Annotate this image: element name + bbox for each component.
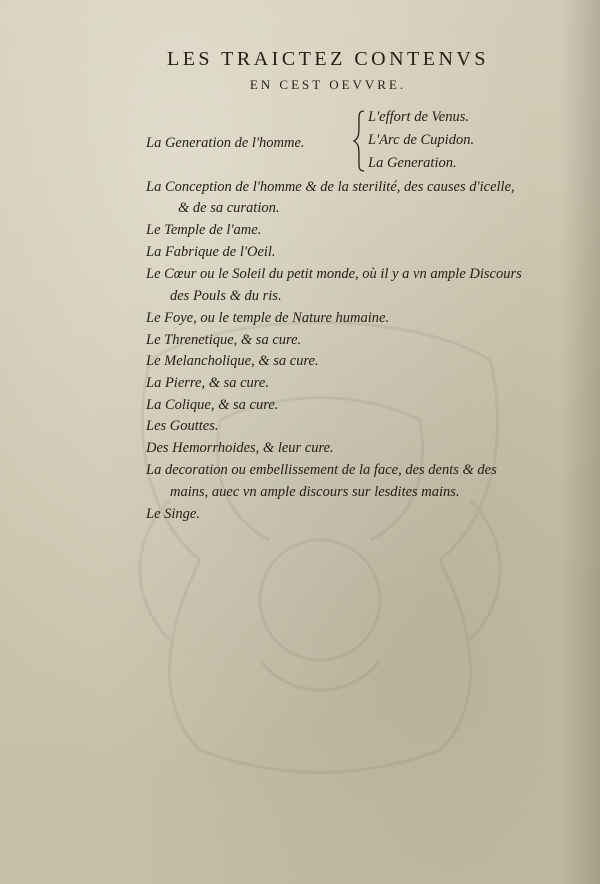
toc-entry-hemorrhoides: Des Hemorrhoides, & leur cure. [146,440,334,456]
sub-item-effort: L'effort de Venus. [368,109,469,125]
toc-entry-decoration-cont: mains, auec vn ample discours sur lesdites mains. [170,484,460,500]
sub-item-generation: La Generation. [368,155,457,171]
heading-subtitle: EN CEST OEVVRE. [249,77,407,92]
toc-entry-gouttes: Les Gouttes. [146,418,219,434]
toc-entry-conception-cont: & de sa curation. [178,200,280,216]
sub-item-arc: L'Arc de Cupidon. [368,132,475,148]
toc-entry-temple-ame: Le Temple de l'ame. [146,222,262,238]
toc-entry-threnetique: Le Threnetique, & sa cure. [146,332,302,348]
toc-entry-singe: Le Singe. [146,506,200,522]
toc-entry-coeur: Le Cœur ou le Soleil du petit monde, où il y a vn ample Discours [146,266,522,282]
toc-entry-pierre: La Pierre, & sa cure. [146,375,269,391]
toc-entry-conception: La Conception de l'homme & de la sterilité, des causes d'icelle, [146,179,515,195]
toc-entry-fabrique-oeil: La Fabrique de l'Oeil. [146,244,276,260]
toc-entry-foye: Le Foye, ou le temple de Nature humaine. [146,310,390,326]
toc-entry-colique: La Colique, & sa cure. [146,397,279,413]
heading-title: LES TRAICTEZ CONTENVS [166,48,489,70]
curly-brace [352,110,366,172]
toc-entry-melancholique: Le Melancholique, & sa cure. [146,353,319,369]
toc-entry-coeur-cont: des Pouls & du ris. [170,288,282,304]
toc-entry-decoration: La decoration ou embellissement de la face, des dents & des [146,462,497,478]
toc-entry-generation: La Generation de l'homme. [146,135,305,151]
